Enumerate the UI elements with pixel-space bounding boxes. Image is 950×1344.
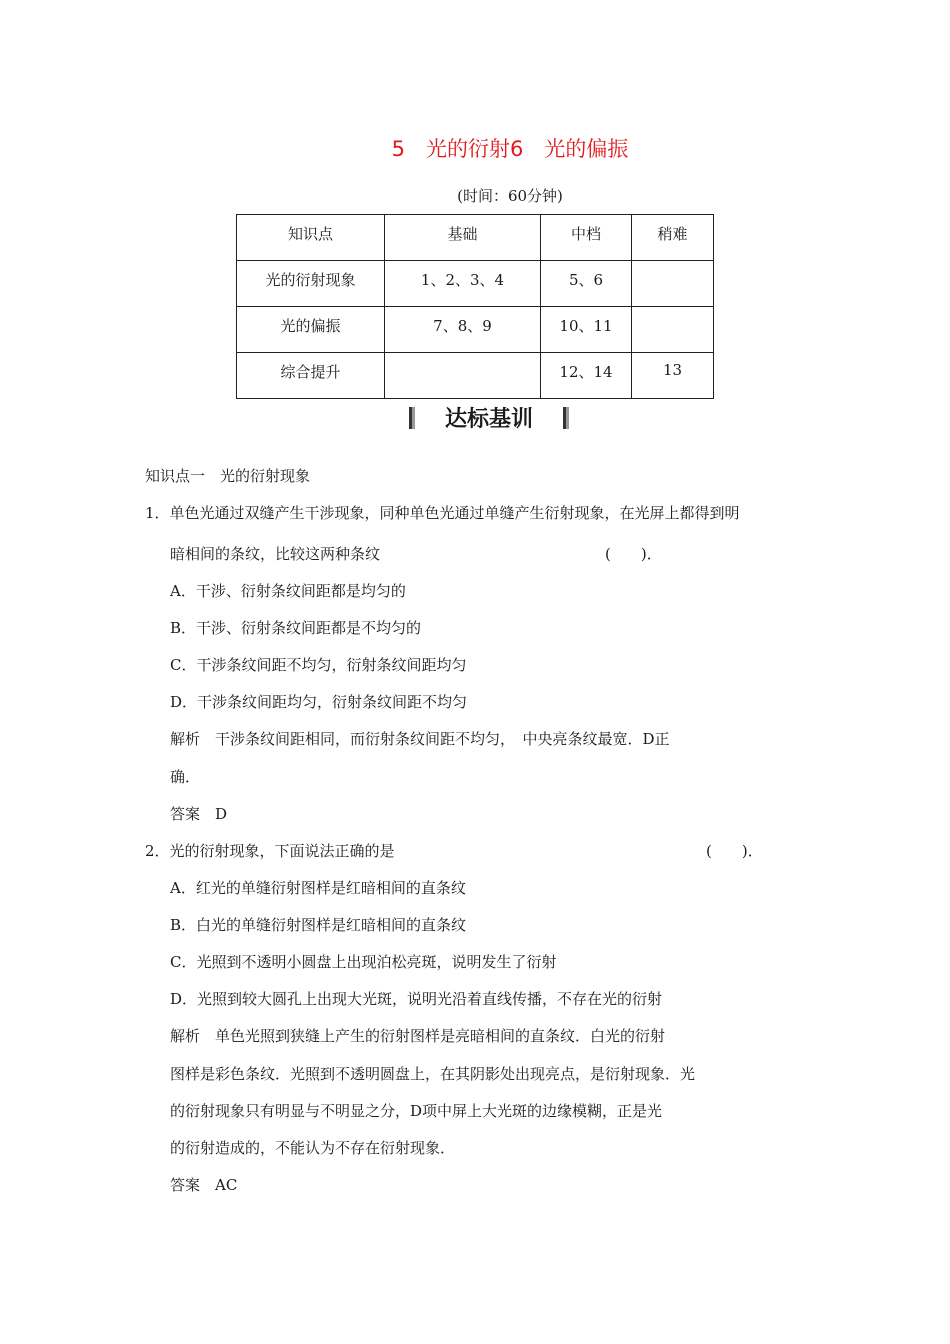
question-1-stem: 1．单色光通过双缝产生干涉现象，同种单色光通过单缝产生衍射现象，在光屏上都得到明 — [145, 504, 740, 522]
question-2-stem: 2．光的衍射现象，下面说法正确的是 — [145, 842, 395, 860]
question-2-option-b: B．白光的单缝衍射图样是红暗相间的直条纹 — [170, 916, 467, 934]
table-cell: 光的偏振 — [237, 307, 385, 353]
table-cell: 综合提升 — [237, 353, 385, 399]
table-header-cell: 知识点 — [237, 215, 385, 261]
question-2-blank: ( )． — [706, 842, 763, 860]
question-2-analysis-cont: 的衍射现象只有明显与不明显之分，D项中屏上大光斑的边缘模糊，正是光 — [170, 1102, 663, 1120]
question-1-analysis-cont: 确． — [170, 768, 201, 786]
table-header-cell: 基础 — [385, 215, 541, 261]
question-2-option-a: A．红光的单缝衍射图样是红暗相间的直条纹 — [170, 879, 466, 897]
question-1-option-b: B．干涉、衍射条纹间距都是不均匀的 — [170, 619, 422, 637]
banner-bar-right — [563, 407, 569, 429]
table-row — [237, 353, 714, 399]
table-header-row — [237, 215, 714, 261]
question-2-analysis-cont: 的衍射造成的，不能认为不存在衍射现象． — [170, 1139, 456, 1157]
table-cell: 13 — [632, 353, 714, 399]
question-1-option-a: A．干涉、衍射条纹间距都是均匀的 — [170, 582, 406, 600]
table-header-cell: 中档 — [541, 215, 632, 261]
question-1-blank: ( )． — [605, 545, 662, 563]
question-1-option-d: D．干涉条纹间距均匀，衍射条纹间距不均匀 — [170, 693, 468, 711]
table-cell: 1、2、3、4 — [385, 261, 541, 307]
question-2-analysis-cont: 图样是彩色条纹．光照到不透明圆盘上，在其阴影处出现亮点，是衍射现象．光 — [170, 1065, 696, 1083]
banner-bar-left — [409, 407, 415, 429]
table-cell: 5、6 — [541, 261, 632, 307]
table-row — [237, 307, 714, 353]
table-cell: 10、11 — [541, 307, 632, 353]
table-cell — [385, 353, 541, 399]
table-header-cell: 稍难 — [632, 215, 714, 261]
banner-text: 达标基训 — [444, 407, 533, 432]
question-2-option-d: D．光照到较大圆孔上出现大光斑，说明光沿着直线传播，不存在光的衍射 — [170, 990, 663, 1008]
table-cell: 7、8、9 — [385, 307, 541, 353]
section-heading: 知识点一 光的衍射现象 — [145, 467, 311, 485]
question-2-option-c: C．光照到不透明小圆盘上出现泊松亮斑，说明发生了衍射 — [170, 953, 557, 971]
section-banner — [0, 402, 950, 433]
table-cell — [632, 307, 714, 353]
question-1-answer: 答案 D — [170, 805, 228, 823]
knowledge-point-table — [236, 214, 714, 399]
table-row — [237, 261, 714, 307]
table-cell: 12、14 — [541, 353, 632, 399]
table-cell — [632, 261, 714, 307]
question-1-analysis: 解析 干涉条纹间距相同，而衍射条纹间距不均匀， 中央亮条纹最宽．D正 — [170, 730, 670, 748]
time-limit: (时间：60分钟) — [457, 187, 563, 205]
question-1-option-c: C．干涉条纹间距不均匀，衍射条纹间距均匀 — [170, 656, 467, 674]
page-title: 5 光的衍射6 光的偏振 — [391, 137, 629, 161]
table-cell: 光的衍射现象 — [237, 261, 385, 307]
question-1-stem-cont: 暗相间的条纹，比较这两种条纹 — [170, 545, 381, 563]
question-2-analysis: 解析 单色光照到狭缝上产生的衍射图样是亮暗相间的直条纹．白光的衍射 — [170, 1027, 666, 1045]
question-2-answer: 答案 AC — [170, 1176, 238, 1194]
